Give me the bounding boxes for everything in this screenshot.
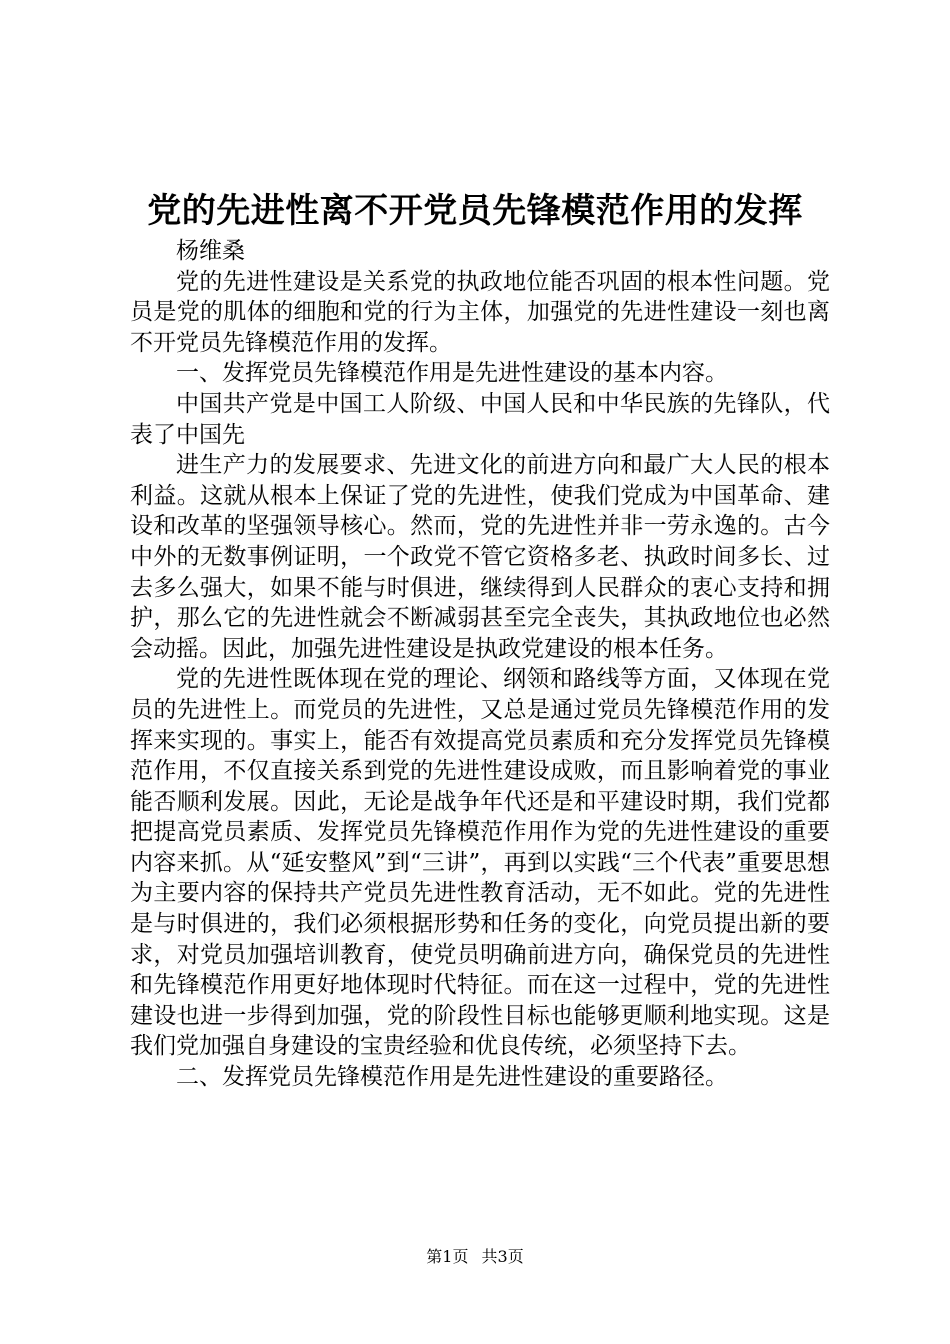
section-heading: 一、发挥党员先锋模范作用是先进性建设的基本内容。 [176,360,728,387]
document-body [130,236,830,1093]
page-number: 第1页 [426,1247,469,1266]
page-total: 共3页 [481,1247,524,1266]
paragraph: 党的先进性建设是关系党的执政地位能否巩固的根本性问题。党员是党的肌体的细胞和党的行为主体，加强党的先进性建设一刻也离不开党员先锋模范作用的发挥。 [130,268,830,356]
page-footer [0,1246,950,1268]
paragraph: 进生产力的发展要求、先进文化的前进方向和最广大人民的根本利益。这就从根本上保证了党的先进性，使我们党成为中国革命、建设和改革的坚强领导核心。然而，党的先进性并非一劳永逸的。古今中外的无数事例证明，一个政党不管它资格多老、执政时间多长、过去多么强大，如果不能与时俱进，继续得到人民群众的衷心支持和拥护，那么它的先进性就会不断减弱甚至完全丧失，其执政地位也必然会动摇。因此，加强先进性建设是执政党建设的根本任务。 [130,452,830,662]
section-heading: 二、发挥党员先锋模范作用是先进性建设的重要路径。 [176,1064,728,1091]
author-line: 杨维桑 [176,238,245,264]
paragraph: 中国共产党是中国工人阶级、中国人民和中华民族的先锋队，代表了中国先 [130,390,830,448]
document-title: 党的先进性离不开党员先锋模范作用的发挥 [147,191,803,231]
paragraph: 党的先进性既体现在党的理论、纲领和路线等方面，又体现在党员的先进性上。而党员的先进性，又总是通过党员先锋模范作用的发挥来实现的。事实上，能否有效提高党员素质和充分发挥党员先锋模范作用，不仅直接关系到党的先进性建设成败，而且影响着党的事业能否顺利发展。因此，无论是战争年代还是和平建设时期，我们党都把提高党员素质、发挥党员先锋模范作用作为党的先进性建设的重要内容来抓。从“延安整风”到“三讲”，再到以实践“三个代表”重要思想为主要内容的保持共产党员先进性教育活动，无不如此。党的先进性是与时俱进的，我们必须根据形势和任务的变化，向党员提出新的要求，对党员加强培训教育，使党员明确前进方向，确保党员的先进性和先锋模范作用更好地体现时代特征。而在这一过程中，党的先进性建设也进一步得到加强，党的阶段性目标也能够更顺利地实现。这是我们党加强自身建设的宝贵经验和优良传统，必须坚持下去。 [130,666,830,1060]
